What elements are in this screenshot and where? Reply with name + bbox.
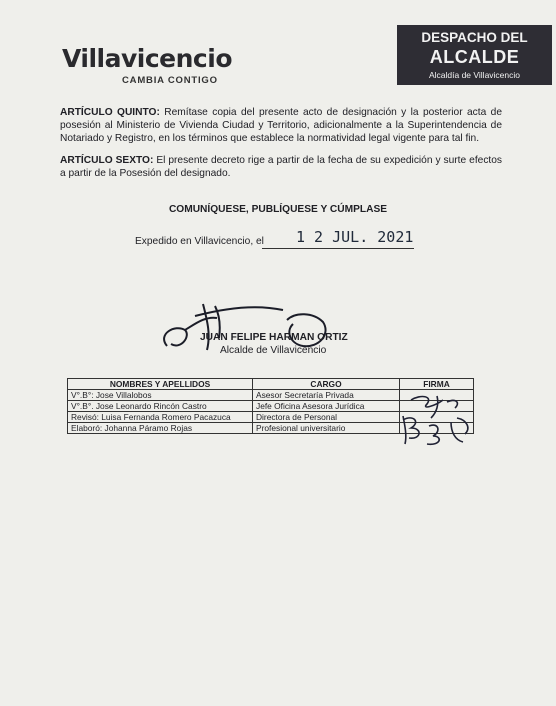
expedition-date: 1 2 JUL. 2021 bbox=[296, 228, 414, 246]
article-text: El presente decreto rige a partir de la fecha de su expedición y surte efectos a partir de la Posesión del designado. bbox=[60, 155, 502, 179]
stamp-line-2: ALCALDE bbox=[429, 47, 520, 67]
article-fifth bbox=[60, 106, 502, 145]
reviewer-role: Jefe Oficina Asesora Jurídica bbox=[253, 401, 400, 412]
column-header-role: CARGO bbox=[253, 379, 400, 390]
villavicencio-logo: Villavicencio bbox=[62, 44, 232, 73]
article-text: Remítase copia del presente acto de designación y la posterior acta de posesión al Ministerio de Vivienda Ciudad y Territorio, adicionalmente a la Superintendencia de Notariado y Registro, en los términos que establece la normatividad legal vigente para tal fin. bbox=[60, 107, 502, 144]
reviewer-role: Directora de Personal bbox=[253, 412, 400, 423]
signer-name: JUAN FELIPE HARMAN ORTIZ bbox=[200, 332, 348, 343]
reviewer-signatures bbox=[397, 392, 477, 448]
date-underline bbox=[262, 248, 414, 249]
column-header-signature: FIRMA bbox=[400, 379, 474, 390]
stamp-line-3: Alcaldía de Villavicencio bbox=[428, 70, 521, 80]
logo-tagline: CAMBIA CONTIGO bbox=[122, 75, 218, 86]
reviewer-name: V°.B°: Jose Villalobos bbox=[68, 390, 253, 401]
reviewer-role: Asesor Secretaría Privada bbox=[253, 390, 400, 401]
table-header-row bbox=[68, 379, 474, 390]
article-heading: ARTÍCULO QUINTO: bbox=[60, 107, 160, 118]
column-header-names: NOMBRES Y APELLIDOS bbox=[68, 379, 253, 390]
office-stamp bbox=[397, 25, 552, 85]
closing-formula: COMUNÍQUESE, PUBLÍQUESE Y CÚMPLASE bbox=[168, 204, 388, 215]
signer-title: Alcalde de Villavicencio bbox=[220, 345, 327, 356]
article-sixth bbox=[60, 154, 502, 180]
article-heading: ARTÍCULO SEXTO: bbox=[60, 155, 154, 166]
reviewer-role: Profesional universitario bbox=[253, 423, 400, 434]
reviewer-name: Elaboró: Johanna Páramo Rojas bbox=[68, 423, 253, 434]
stamp-line-1: DESPACHO DEL bbox=[421, 30, 528, 45]
expedition-label: Expedido en Villavicencio, el bbox=[135, 236, 264, 247]
reviewer-name: Revisó: Luisa Fernanda Romero Pacazuca bbox=[68, 412, 253, 423]
reviewer-name: V°.B°. Jose Leonardo Rincón Castro bbox=[68, 401, 253, 412]
